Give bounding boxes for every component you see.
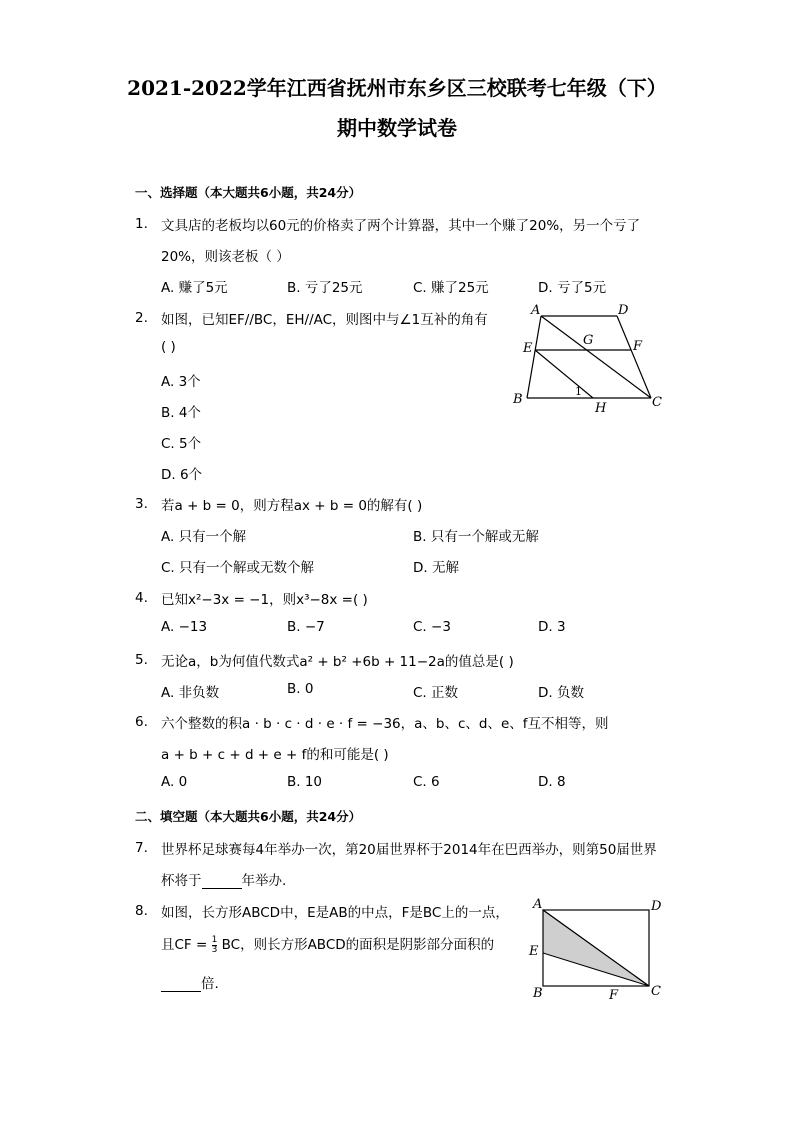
q1-option-c: C. 赚了25元 (413, 280, 489, 296)
q5-option-d: D. 负数 (538, 685, 584, 701)
q2-label-angle-1: 1 (575, 385, 582, 398)
section-heading-fill: 二、填空题（本大题共6小题，共24分） (135, 809, 362, 824)
q2-line-ab (527, 316, 541, 398)
q4-option-c: C. −3 (413, 619, 451, 635)
q8-fraction-denominator: 3 (211, 944, 218, 955)
q2-option-d: D. 6个 (161, 467, 203, 483)
section-heading-choice: 一、选择题（本大题共6小题，共24分） (135, 185, 362, 200)
q3-option-a: A. 只有一个解 (161, 529, 247, 545)
q2-label-c: C (652, 395, 662, 410)
q6-number: 6. (135, 714, 148, 730)
q8-fraction (212, 936, 218, 955)
q2-number: 2. (135, 310, 148, 326)
q2-line2: ( ) (161, 339, 176, 355)
q5-option-c: C. 正数 (413, 685, 459, 701)
q8-number: 8. (135, 903, 148, 919)
q2-option-a: A. 3个 (161, 374, 201, 390)
q6-line2: a + b + c + d + e + f的和可能是( ) (161, 747, 389, 763)
q3-option-c: C. 只有一个解或无数个解 (161, 560, 315, 576)
q2-line-eh (535, 350, 593, 398)
q1-option-a: A. 赚了5元 (161, 280, 228, 296)
q2-label-d: D (618, 303, 629, 318)
q8-figure (525, 895, 675, 1005)
q8-line2-suffix: BC，则长方形ABCD的面积是阴影部分面积的 (221, 937, 495, 953)
q7-line1: 世界杯足球赛每4年举办一次，第20届世界杯于2014年在巴西举办，则第50届世界 (161, 842, 657, 858)
q8-answer-blank[interactable] (161, 977, 201, 992)
q2-label-f: F (633, 339, 643, 354)
q2-label-g: G (583, 333, 594, 348)
q7-line2-suffix: 年举办. (241, 873, 287, 889)
q8-line1: 如图，长方形ABCD中，E是AB的中点，F是BC上的一点， (161, 905, 509, 921)
q6-option-c: C. 6 (413, 774, 440, 790)
q8-label-a: A (533, 897, 543, 912)
q4-number: 4. (135, 590, 148, 606)
q5-option-b: B. 0 (287, 681, 314, 697)
q2-option-b: B. 4个 (161, 405, 201, 421)
q3-line1: 若a + b = 0，则方程ax + b = 0的解有( ) (161, 498, 423, 514)
q8-label-d: D (651, 899, 662, 914)
q6-option-a: A. 0 (161, 774, 188, 790)
q3-option-d: D. 无解 (413, 560, 459, 576)
q8-line3-text: 倍. (201, 976, 219, 992)
q8-label-b: B (533, 986, 543, 1001)
q8-line2 (161, 933, 494, 955)
q3-option-b: B. 只有一个解或无解 (413, 529, 539, 545)
title-line-2: 期中数学试卷 (337, 116, 457, 140)
q4-line1: 已知x²−3x = −1，则x³−8x =( ) (161, 592, 368, 608)
q6-option-d: D. 8 (538, 774, 566, 790)
q2-line1: 如图，已知EF//BC，EH//AC，则图中与∠1互补的角有 (161, 312, 488, 328)
q8-label-c: C (651, 984, 661, 999)
q1-option-b: B. 亏了25元 (287, 280, 363, 296)
q2-label-a: A (531, 303, 541, 318)
q4-option-a: A. −13 (161, 619, 208, 635)
q4-option-b: B. −7 (287, 619, 325, 635)
q3-number: 3. (135, 496, 148, 512)
q2-label-e: E (523, 341, 533, 356)
q5-option-a: A. 非负数 (161, 685, 220, 701)
q8-label-e: E (529, 944, 539, 959)
q6-line1: 六个整数的积a · b · c · d · e · f = −36，a、b、c、d、e、f互不相等，则 (161, 716, 609, 732)
q8-fraction-numerator: 1 (211, 934, 218, 945)
q1-line2: 20%，则该老板（ ） (161, 249, 290, 265)
q2-figure (505, 300, 675, 420)
q6-option-b: B. 10 (287, 774, 323, 790)
q1-number: 1. (135, 216, 148, 232)
q5-number: 5. (135, 652, 148, 668)
q5-line1: 无论a，b为何值代数式a² + b² +6b + 11−2a的值总是( ) (161, 654, 514, 670)
q8-label-f: F (609, 988, 619, 1003)
q8-line2-prefix: 且CF = (161, 937, 208, 953)
q7-line2-prefix: 杯将于 (161, 873, 202, 889)
q7-number: 7. (135, 840, 148, 856)
q4-option-d: D. 3 (538, 619, 566, 635)
q2-label-h: H (595, 401, 607, 416)
q2-label-b: B (513, 392, 523, 407)
q7-answer-blank[interactable] (202, 874, 242, 889)
q7-line2 (161, 869, 286, 889)
q2-option-c: C. 5个 (161, 436, 202, 452)
q1-line1: 文具店的老板均以60元的价格卖了两个计算器，其中一个赚了20%，另一个亏了 (161, 218, 641, 234)
q1-option-d: D. 亏了5元 (538, 280, 607, 296)
title-line-1: 2021-2022学年江西省抚州市东乡区三校联考七年级（下） (127, 76, 667, 100)
q8-line3 (161, 972, 219, 992)
